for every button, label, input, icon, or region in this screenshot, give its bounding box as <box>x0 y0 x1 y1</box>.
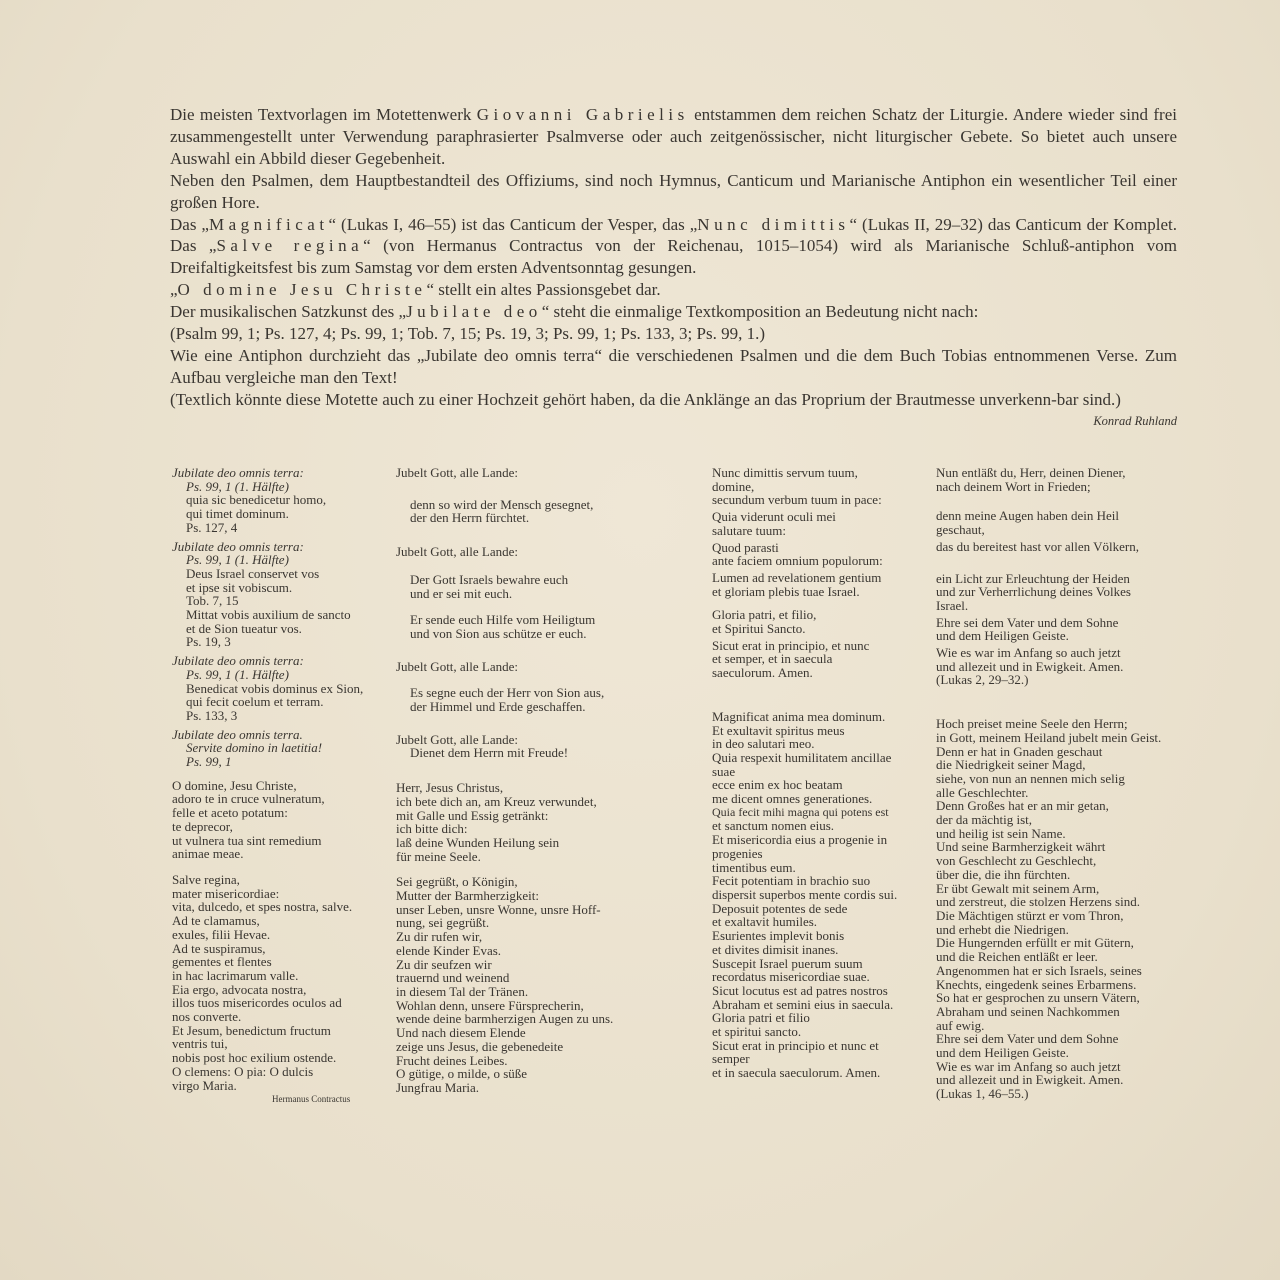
text: Der musikalischen Satzkunst des „ <box>170 302 407 322</box>
intro-paragraph-6: (Psalm 99, 1; Ps. 127, 4; Ps. 99, 1; Tob. 7, 15; Ps. 19, 3; Ps. 99, 1; Ps. 133, 3; Ps. 99, 1.) <box>170 324 766 344</box>
text: “ (von Hermanus Contractus von der Reichenau, 1015–1054) wird als Marianische Schluß-antiphon vom Dreifaltigkeitsfest bis zum Samstag vor dem ersten Adventsonntag gesungen. <box>170 236 1177 278</box>
verse-line: quia sic benedicetur homo, <box>186 492 327 508</box>
text: Die meisten Textvorlagen im Motettenwerk <box>170 105 477 124</box>
reference: Ps. 99, 1 <box>186 754 232 770</box>
column-jubilate-german <box>396 466 656 1100</box>
verse-line: et gloriam plebis tuae Israel. <box>712 583 860 599</box>
text-block <box>172 654 382 723</box>
text-block <box>396 573 656 600</box>
verse-line: Suscepit Israel puerum suum <box>712 955 863 971</box>
text-block <box>396 613 656 640</box>
intro-text <box>170 104 1177 433</box>
verse-line: semper <box>712 1051 750 1067</box>
text-block <box>936 540 1186 554</box>
text-block <box>712 510 922 537</box>
verse-line: Ehre sei dem Vater und dem Sohne <box>936 1031 1119 1047</box>
text: entstammen dem reichen Schatz der Liturgie. Andere wieder sind frei zusammengestellt unter Verwendung paraphrasierter Psalmverse oder auch zeitgenössischer, nicht liturgischer Gebete. So bietet auch unsere Auswahl ein Abbild dieser Gegebenheit. <box>170 105 1177 168</box>
text-block <box>936 572 1186 613</box>
text-block-magnificat <box>712 710 922 1080</box>
verse-line: Abraham et semini eius in saecula. <box>712 996 894 1012</box>
text-block-salve-regina <box>172 873 382 1107</box>
column-canticles-german <box>936 466 1186 1106</box>
signature: Konrad Ruhland <box>1093 413 1177 428</box>
verse-line: in Gott, meinem Heiland jubelt mein Geist. <box>936 729 1162 745</box>
verse-line: Wohlan denn, unsere Fürsprecherin, <box>396 997 584 1013</box>
verse-line: Salve regina, <box>172 871 240 887</box>
antiphon-line: Jubelt Gott, alle Lande: <box>396 465 519 480</box>
verse-line: et spiritui sancto. <box>712 1024 802 1040</box>
text-block-herr-jesus <box>396 781 656 863</box>
column-jubilate-latin <box>172 466 382 1112</box>
verse-line: suae <box>712 763 736 779</box>
verse-line: Et misericordia eius a progenie in <box>712 832 888 848</box>
verse-line: die Niedrigkeit seiner Magd, <box>936 757 1086 773</box>
antiphon-line: Jubilate deo omnis terra: <box>172 465 304 480</box>
verse-line: in diesem Tal der Tränen. <box>396 983 529 999</box>
verse-line: und dem Heiligen Geiste. <box>936 1045 1069 1061</box>
verse-line: Sicut erat in principio, et nunc <box>712 637 870 653</box>
verse-line: über die, die ihn fürchten. <box>936 866 1071 882</box>
verse-line: Israel. <box>936 597 969 613</box>
text-block <box>712 639 922 680</box>
reference: (Lukas 2, 29–32.) <box>936 672 1029 688</box>
text-block-sei-gegruesst <box>396 875 656 1094</box>
antiphon-line: Jubelt Gott, alle Lande: <box>396 731 519 747</box>
antiphon-line: Jubelt Gott, alle Lande: <box>396 658 519 674</box>
reference: Ps. 99, 1 (1. Hälfte) <box>186 552 289 568</box>
intro-paragraph-8: (Textlich könnte diese Motette auch zu einer Hochzeit gehört haben, da die Anklänge an das Proprium der Brautmesse unverkenn-bar sind.) <box>170 389 1121 409</box>
text-block <box>396 733 656 760</box>
intro-paragraph-3 <box>170 214 1177 280</box>
verse-line: und heilig ist sein Name. <box>936 825 1066 841</box>
verse-line: qui fecit coelum et terram. <box>186 694 324 710</box>
verse-line: siehe, von nun an nennen mich selig <box>936 770 1125 786</box>
verse-line: und allezeit und in Ewigkeit. Amen. <box>936 658 1124 674</box>
verse-line: Mittat vobis auxilium de sancto <box>186 607 351 623</box>
verse-line: denn meine Augen haben dein Heil <box>936 508 1120 524</box>
intro-paragraph-1 <box>170 104 1177 170</box>
verse-line: animae meae. <box>172 846 244 862</box>
verse-line: von Geschlecht zu Geschlecht, <box>936 853 1097 869</box>
text: “ steht die einmalige Textkomposition an Bedeutung nicht nach: <box>541 302 979 322</box>
text: „ <box>170 280 178 300</box>
verse-line: O gütige, o milde, o süße <box>396 1066 528 1082</box>
verse-line: ut vulnera tua sint remedium <box>172 832 322 848</box>
verse-line: ich bete dich an, am Kreuz verwundet, <box>396 793 597 809</box>
antiphon-line: Jubilate deo omnis terra: <box>172 538 304 554</box>
verse-line: nobis post hoc exilium ostende. <box>172 1050 337 1066</box>
verse-line: virgo Maria. <box>172 1077 237 1093</box>
text: “ (Lukas II, 29–32) das Canticum der Komplet. Das „ <box>170 214 1177 256</box>
reference: Ps. 133, 3 <box>186 707 238 723</box>
verse-line: nach deinem Wort in Frieden; <box>936 478 1091 494</box>
verse-line: Sicut erat in principio et nunc et <box>712 1037 879 1053</box>
reference: Tob. 7, 15 <box>186 593 239 609</box>
verse-line: felle et aceto potatum: <box>172 805 288 821</box>
verse-line: Quia respexit humilitatem ancillae <box>712 749 892 765</box>
verse-line: Benedicat vobis dominus ex Sion, <box>186 680 364 696</box>
verse-line: und allezeit und in Ewigkeit. Amen. <box>936 1072 1124 1088</box>
reference: Ps. 99, 1 (1. Hälfte) <box>186 666 289 682</box>
work-title: Salve regina <box>216 236 364 256</box>
verse-line: O clemens: O pia: O dulcis <box>172 1063 314 1079</box>
verse-line: et sanctum nomen eius. <box>712 818 835 834</box>
verse-line: denn so wird der Mensch gesegnet, <box>410 496 594 512</box>
text-block <box>396 466 656 480</box>
text-block <box>712 466 922 507</box>
work-title: O domine Jesu Christe <box>177 280 427 300</box>
verse-line: Gloria patri, et filio, <box>712 607 817 623</box>
text-block <box>936 466 1186 493</box>
verse-line: secundum verbum tuum in pace: <box>712 492 882 508</box>
verse-line: alle Geschlechter. <box>936 784 1029 800</box>
text-block <box>396 686 656 713</box>
verse-line: und zur Verherrlichung deines Volkes <box>936 584 1131 600</box>
verse-line: Und seine Barmherzigkeit währt <box>936 839 1106 855</box>
verse-line: trauernd und weinend <box>396 970 510 986</box>
verse-line: Ehre sei dem Vater und dem Sohne <box>936 614 1119 630</box>
verse-line: Frucht deines Leibes. <box>396 1052 508 1068</box>
verse-line: et in saecula saeculorum. Amen. <box>712 1065 881 1081</box>
verse-line: das du bereitest hast vor allen Völkern, <box>936 538 1140 554</box>
verse-line: ein Licht zur Erleuchtung der Heiden <box>936 570 1130 586</box>
verse-line: Hoch preiset meine Seele den Herrn; <box>936 716 1128 732</box>
intro-paragraph-2: Neben den Psalmen, dem Hauptbestandteil des Offiziums, sind noch Hymnus, Canticum und Marianische Antiphon ein wesentlicher Teil einer großen Hore. <box>170 170 1177 212</box>
verse-line: und von Sion aus schütze er euch. <box>410 625 587 641</box>
verse-line: et ipse sit vobiscum. <box>186 579 293 595</box>
antiphon-line: Jubilate deo omnis terra: <box>172 653 304 669</box>
text-block <box>936 646 1186 687</box>
verse-line: und er sei mit euch. <box>410 585 513 601</box>
text-block-hoch-preiset <box>936 717 1186 1101</box>
verse-line: Deus Israel conservet vos <box>186 565 320 581</box>
verse-line: et semper, et in saecula <box>712 651 833 667</box>
verse-line: der da mächtig ist, <box>936 812 1033 828</box>
verse-line: Ad te suspiramus, <box>172 940 266 956</box>
verse-line: Und nach diesem Elende <box>396 1025 526 1041</box>
verse-line: et de Sion tueatur vos. <box>186 620 302 636</box>
intro-paragraph-7: Wie eine Antiphon durchzieht das „Jubilate deo omnis terra“ die verschiedenen Psalmen und die dem Buch Tobias entnommenen Verse. Zum Aufbau vergleiche man den Text! <box>170 345 1177 387</box>
verse-line: Quia fecit mihi magna qui potens est <box>712 804 889 819</box>
verse-line: Sicut locutus est ad patres nostros <box>712 982 888 998</box>
verse-line: et exaltavit humiles. <box>712 914 818 930</box>
verse-line: recordatus misericordiae suae. <box>712 969 870 985</box>
text-block <box>396 545 656 559</box>
composer-name: Giovanni Gabrielis <box>476 105 689 124</box>
verse-line: ante faciem omnium populorum: <box>712 553 883 569</box>
text-block <box>172 466 382 535</box>
verse-line: Quod parasti <box>712 539 779 555</box>
verse-line: Nunc dimittis servum tuum, <box>712 465 858 480</box>
intro-paragraph-5 <box>170 301 1177 323</box>
verse-line: dispersit superbos mente cordis sui. <box>712 886 898 902</box>
verse-line: O domine, Jesu Christe, <box>172 777 297 793</box>
verse-line: mit Galle und Essig getränkt: <box>396 807 549 823</box>
verse-line: me dicent omnes generationes. <box>712 791 873 807</box>
text-block <box>712 541 922 568</box>
verse-line: Esurientes implevit bonis <box>712 928 845 944</box>
verse-line: mater misericordiae: <box>172 885 280 901</box>
work-title: Magnificat <box>208 214 329 234</box>
verse-line: et divites dimisit inanes. <box>712 941 839 957</box>
antiphon-line: Jubilate deo omnis terra. <box>172 726 303 742</box>
verse-line: der den Herrn fürchtet. <box>410 510 530 526</box>
reference: (Lukas 1, 46–55.) <box>936 1086 1029 1102</box>
verse-line: laß deine Wunden Heilung sein <box>396 834 560 850</box>
verse-line: zeige uns Jesus, die gebenedeite <box>396 1038 564 1054</box>
verse-line: et Spiritui Sancto. <box>712 621 806 637</box>
text: “ (Lukas I, 46–55) ist das Canticum der Vesper, das „ <box>328 214 698 234</box>
verse-line: auf ewig. <box>936 1017 985 1033</box>
verse-line: Et Jesum, benedictum fructum <box>172 1022 331 1038</box>
verse-line: und dem Heiligen Geiste. <box>936 628 1069 644</box>
verse-line: Er sende euch Hilfe vom Heiligtum <box>410 612 596 628</box>
verse-line: Jungfrau Maria. <box>396 1079 480 1095</box>
column-canticles-latin <box>712 466 922 1085</box>
reference: Ps. 99, 1 (1. Hälfte) <box>186 478 289 494</box>
intro-paragraph-4 <box>170 279 1177 301</box>
reference: Ps. 127, 4 <box>186 519 238 535</box>
verse-line: Eia ergo, advocata nostra, <box>172 981 307 997</box>
text-block <box>712 571 922 598</box>
verse-line: qui timet dominum. <box>186 506 289 522</box>
verse-line: Quia viderunt oculi mei <box>712 509 836 525</box>
verse-line: und erhebt die Niedrigen. <box>936 921 1069 937</box>
verse-line: ich bitte dich: <box>396 821 468 837</box>
author-credit: Hermanus Contractus <box>272 1094 351 1105</box>
verse-line: Zu dir rufen wir, <box>396 929 483 945</box>
verse-line: domine, <box>712 478 755 494</box>
verse-line: Ad te clamamus, <box>172 913 260 929</box>
verse-line: Deposuit potentes de sede <box>712 900 848 916</box>
text-block <box>172 540 382 650</box>
verse-line: in hac lacrimarum valle. <box>172 967 299 983</box>
text: Das „ <box>170 214 209 234</box>
verse-line: Angenommen hat er sich Israels, seines <box>936 962 1142 978</box>
reference: Ps. 19, 3 <box>186 634 231 650</box>
verse-line: Herr, Jesus Christus, <box>396 780 504 796</box>
verse-line: ventris tui, <box>172 1036 228 1052</box>
work-title: Jubilate deo <box>406 302 542 322</box>
verse-line: und die Reichen entläßt er leer. <box>936 949 1098 965</box>
verse-line: Die Mächtigen stürzt er vom Thron, <box>936 907 1124 923</box>
verse-line: Wie es war im Anfang so auch jetzt <box>936 1058 1121 1074</box>
verse-line: nos converte. <box>172 1009 242 1025</box>
verse-line: ecce enim ex hoc beatam <box>712 777 843 793</box>
verse-line: Gloria patri et filio <box>712 1010 810 1026</box>
verse-line: Er übt Gewalt mit seinem Arm, <box>936 880 1100 896</box>
verse-line: Denn Großes hat er an mir getan, <box>936 798 1109 814</box>
verse-line: Zu dir seufzen wir <box>396 956 492 972</box>
verse-line: Lumen ad revelationem gentium <box>712 569 882 585</box>
verse-line: Die Hungernden erfüllt er mit Gütern, <box>936 935 1134 951</box>
text-block <box>172 728 382 769</box>
verse-line: Der Gott Israels bewahre euch <box>410 571 569 587</box>
verse-line: vita, dulcedo, et spes nostra, salve. <box>172 899 353 915</box>
verse-line: te deprecor, <box>172 818 233 834</box>
verse-line: salutare tuum: <box>712 522 787 538</box>
verse-line: saeculorum. Amen. <box>712 665 813 681</box>
verse-line: Abraham und seinen Nachkommen <box>936 1003 1120 1019</box>
verse-line: geschaut, <box>936 522 985 538</box>
verse-line: Fecit potentiam in brachio suo <box>712 873 871 889</box>
work-title: Nunc dimittis <box>697 214 850 234</box>
verse-line: Denn er hat in Gnaden geschaut <box>936 743 1103 759</box>
text-block-o-domine <box>172 779 382 861</box>
verse-line: unser Leben, unsre Wonne, unsre Hoff- <box>396 901 601 917</box>
verse-line: Sei gegrüßt, o Königin, <box>396 874 518 890</box>
antiphon-line: Jubelt Gott, alle Lande: <box>396 544 519 560</box>
verse-line: Es segne euch der Herr von Sion aus, <box>410 685 605 701</box>
verse-line: illos tuos misericordes oculos ad <box>172 995 342 1011</box>
verse-line: So hat er gesprochen zu unsern Vätern, <box>936 990 1140 1006</box>
verse-line: für meine Seele. <box>396 848 481 864</box>
text-block <box>936 509 1186 536</box>
text-block <box>936 616 1186 643</box>
text-block <box>396 498 656 525</box>
verse-line: Magnificat anima mea dominum. <box>712 708 886 724</box>
verse-line: in deo salutari meo. <box>712 736 815 752</box>
verse-line: exules, filii Hevae. <box>172 926 271 942</box>
verse-line: elende Kinder Evas. <box>396 942 502 958</box>
verse-line: Et exultavit spiritus meus <box>712 722 845 738</box>
text-block <box>712 608 922 635</box>
verse-line: und zerstreut, die stolzen Herzens sind. <box>936 894 1140 910</box>
verse-line: progenies <box>712 845 763 861</box>
verse-line: wende deine barmherzigen Augen zu uns. <box>396 1011 614 1027</box>
verse-line: Wie es war im Anfang so auch jetzt <box>936 645 1121 661</box>
verse-line: adoro te in cruce vulneratum, <box>172 791 325 807</box>
verse-line: der Himmel und Erde geschaffen. <box>410 699 586 715</box>
verse-line: gementes et flentes <box>172 954 272 970</box>
verse-line: Mutter der Barmherzigkeit: <box>396 888 539 904</box>
verse-line: Knechts, eingedenk seines Erbarmens. <box>936 976 1137 992</box>
verse-line: Nun entläßt du, Herr, deinen Diener, <box>936 465 1126 480</box>
verse-line: Servite domino in laetitia! <box>186 740 323 756</box>
text-block <box>396 660 656 674</box>
verse-line: timentibus eum. <box>712 859 796 875</box>
verse-line: nung, sei gegrüßt. <box>396 915 490 931</box>
verse-line: Dienet dem Herrn mit Freude! <box>410 745 569 761</box>
text: “ stellt ein altes Passionsgebet dar. <box>426 280 661 300</box>
